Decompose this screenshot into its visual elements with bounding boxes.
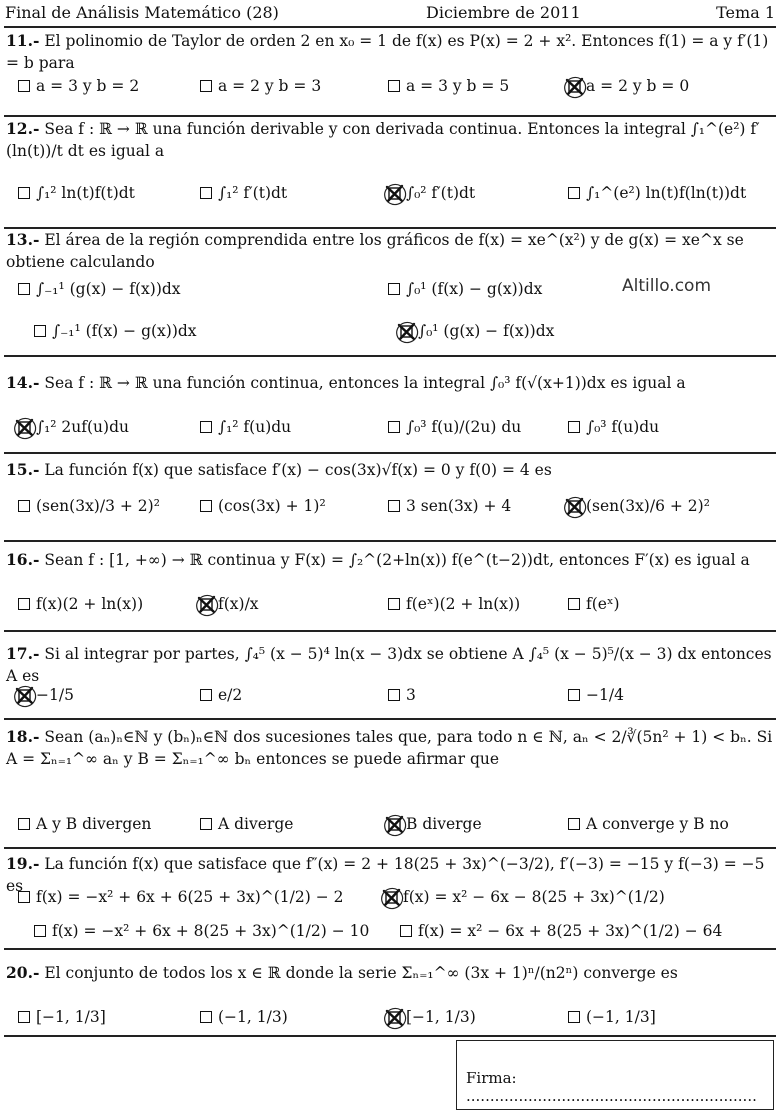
option-b[interactable]: [200, 595, 259, 613]
option-b[interactable]: [388, 280, 542, 298]
option-label: 3 sen(3x) + 4: [406, 497, 512, 515]
options-row: [6, 595, 774, 625]
exam-date: Diciembre de 2011: [426, 3, 581, 22]
checkbox-icon[interactable]: [34, 325, 46, 337]
divider: [4, 355, 776, 357]
option-label: ∫₀¹ (g(x) − f(x))dx: [418, 322, 555, 340]
option-b[interactable]: [385, 888, 665, 906]
checked-checkbox-icon[interactable]: [385, 891, 398, 904]
question-20: [6, 962, 774, 984]
exam-title: Final de Análisis Matemático (28): [5, 3, 279, 22]
option-c[interactable]: [388, 595, 520, 613]
option-label: (−1, 1/3]: [586, 1008, 656, 1026]
option-label: 3: [406, 686, 416, 704]
option-a[interactable]: [18, 1008, 106, 1026]
checkbox-icon[interactable]: [388, 598, 400, 610]
options-row: [6, 888, 774, 918]
option-d[interactable]: [568, 815, 729, 833]
checkbox-icon[interactable]: [18, 80, 30, 92]
option-label: ∫₁² 2uf(u)du: [36, 418, 129, 436]
option-label: B diverge: [406, 815, 482, 833]
option-label: ∫₋₁¹ (g(x) − f(x))dx: [36, 280, 181, 298]
option-c[interactable]: [388, 77, 509, 95]
checkbox-icon[interactable]: [18, 283, 30, 295]
option-label: (sen(3x)/3 + 2)²: [36, 497, 160, 515]
checkbox-icon[interactable]: [18, 187, 30, 199]
option-label: f(x) = x² − 6x + 8(25 + 3x)^(1/2) − 64: [418, 922, 723, 940]
signature-label: Firma: .............................................................: [466, 1069, 757, 1105]
option-a[interactable]: [18, 497, 160, 515]
exam-variant: Tema 1: [716, 3, 775, 22]
question-number: 14.-: [6, 373, 40, 392]
question-14: [6, 372, 774, 394]
option-d[interactable]: [568, 686, 624, 704]
question-11: [6, 30, 774, 74]
question-stem: Sea f : ℝ → ℝ una función derivable y con derivada continua. Entonces la integral ∫₁^(e²) f′(ln(t))/t dt es igual a: [6, 120, 760, 160]
option-label: A y B divergen: [36, 815, 152, 833]
question-number: 19.-: [6, 854, 40, 873]
checkbox-icon[interactable]: [200, 818, 212, 830]
option-c[interactable]: [388, 497, 511, 515]
option-b[interactable]: [200, 497, 326, 515]
divider: [4, 630, 776, 632]
option-b[interactable]: [200, 184, 287, 202]
question-stem: Sean (aₙ)ₙ∈ℕ y (bₙ)ₙ∈ℕ dos sucesiones tales que, para todo n ∈ ℕ, aₙ < 2/∛(5n² + 1) < bₙ. Si A = Σₙ₌₁^∞ aₙ y B = Σₙ₌₁^∞ bₙ entonces se puede afirmar que: [6, 728, 773, 768]
option-c[interactable]: [388, 184, 475, 202]
question-12: [6, 118, 774, 162]
option-label: −1/4: [586, 686, 624, 704]
option-label: [−1, 1/3): [406, 1008, 476, 1026]
option-label: A diverge: [218, 815, 294, 833]
option-label: f(x) = −x² + 6x + 8(25 + 3x)^(1/2) − 10: [52, 922, 370, 940]
checkbox-icon[interactable]: [568, 1011, 580, 1023]
question-number: 11.-: [6, 31, 40, 50]
option-label: a = 3 y b = 5: [406, 77, 510, 95]
divider: [4, 540, 776, 542]
option-b[interactable]: [200, 1008, 288, 1026]
option-label: a = 2 y b = 0: [586, 77, 690, 95]
checked-checkbox-icon[interactable]: [400, 325, 413, 338]
option-label: ∫₀² f′(t)dt: [406, 184, 476, 202]
checkbox-icon[interactable]: [200, 187, 212, 199]
options-row: [6, 280, 774, 310]
option-d[interactable]: [568, 184, 746, 202]
option-d[interactable]: [568, 595, 620, 613]
question-number: 20.-: [6, 963, 40, 982]
option-label: a = 2 y b = 3: [218, 77, 322, 95]
checkbox-icon[interactable]: [388, 80, 400, 92]
checkbox-icon[interactable]: [18, 891, 30, 903]
option-a[interactable]: [18, 815, 151, 833]
checkbox-icon[interactable]: [200, 80, 212, 92]
question-stem: Sea f : ℝ → ℝ una función continua, entonces la integral ∫₀³ f(√(x+1))dx es igual a: [44, 374, 686, 392]
checkbox-icon[interactable]: [18, 500, 30, 512]
options-row: [6, 686, 774, 716]
options-row: [6, 322, 774, 352]
checkbox-icon[interactable]: [200, 500, 212, 512]
watermark: Altillo.com: [622, 276, 712, 296]
option-d[interactable]: [568, 418, 659, 436]
checkbox-icon[interactable]: [568, 689, 580, 701]
option-d[interactable]: [400, 322, 554, 340]
options-row: [6, 497, 774, 527]
question-number: 16.-: [6, 550, 40, 569]
checkbox-icon[interactable]: [568, 818, 580, 830]
checkbox-icon[interactable]: [388, 283, 400, 295]
option-label: a = 3 y b = 2: [36, 77, 140, 95]
question-number: 15.-: [6, 460, 40, 479]
checkbox-icon[interactable]: [568, 421, 580, 433]
question-stem: El área de la región comprendida entre los gráficos de f(x) = xe^(x²) y de g(x) = xe^x se obtiene calculando: [6, 231, 744, 271]
option-a[interactable]: [18, 686, 74, 704]
checked-checkbox-icon[interactable]: [388, 1011, 401, 1024]
option-label: ∫₁² f′(t)dt: [218, 184, 288, 202]
question-18: [6, 726, 774, 770]
question-16: [6, 549, 774, 571]
option-c[interactable]: [34, 922, 369, 940]
divider: [4, 115, 776, 117]
option-a[interactable]: [18, 184, 135, 202]
option-label: A converge y B no: [586, 815, 729, 833]
checked-checkbox-icon[interactable]: [200, 598, 213, 611]
option-label: f(eˣ)(2 + ln(x)): [406, 595, 521, 613]
checked-checkbox-icon[interactable]: [18, 689, 31, 702]
option-label: ∫₋₁¹ (f(x) − g(x))dx: [52, 322, 197, 340]
option-c[interactable]: [388, 418, 521, 436]
divider: [4, 452, 776, 454]
checkbox-icon[interactable]: [18, 1011, 30, 1023]
checkbox-icon[interactable]: [388, 689, 400, 701]
option-a[interactable]: [18, 888, 344, 906]
option-label: [−1, 1/3]: [36, 1008, 106, 1026]
option-label: −1/5: [36, 686, 74, 704]
question-15: [6, 459, 774, 481]
option-label: f(eˣ): [586, 595, 620, 613]
option-label: ∫₁^(e²) ln(t)f(ln(t))dt: [586, 184, 747, 202]
question-13: [6, 229, 774, 273]
options-row: [6, 1008, 774, 1038]
checkbox-icon[interactable]: [568, 598, 580, 610]
checked-checkbox-icon[interactable]: [568, 80, 581, 93]
option-label: e/2: [218, 686, 243, 704]
question-stem: La función f(x) que satisface que f″(x) = 2 + 18(25 + 3x)^(−3/2), f′(−3) = −15 y f(−3) = −5 es: [6, 855, 765, 895]
signature-box: [456, 1040, 774, 1110]
checkbox-icon[interactable]: [18, 598, 30, 610]
divider: [4, 718, 776, 720]
question-number: 12.-: [6, 119, 40, 138]
option-label: f(x)/x: [218, 595, 259, 613]
option-b[interactable]: [200, 77, 321, 95]
divider: [4, 26, 776, 28]
divider: [4, 847, 776, 849]
option-label: ∫₀¹ (f(x) − g(x))dx: [406, 280, 543, 298]
option-label: (cos(3x) + 1)²: [218, 497, 326, 515]
question-number: 13.-: [6, 230, 40, 249]
checkbox-icon[interactable]: [200, 1011, 212, 1023]
option-label: ∫₀³ f(u)du: [586, 418, 660, 436]
option-label: ∫₀³ f(u)/(2u) du: [406, 418, 522, 436]
checked-checkbox-icon[interactable]: [18, 421, 31, 434]
option-c[interactable]: [388, 686, 416, 704]
option-d[interactable]: [568, 77, 689, 95]
checkbox-icon[interactable]: [400, 925, 412, 937]
option-label: (sen(3x)/6 + 2)²: [586, 497, 710, 515]
option-b[interactable]: [200, 815, 293, 833]
options-row: [6, 184, 774, 214]
option-d[interactable]: [568, 1008, 656, 1026]
question-17: [6, 643, 774, 687]
option-label: (−1, 1/3): [218, 1008, 288, 1026]
option-label: ∫₁² ln(t)f(t)dt: [36, 184, 135, 202]
option-label: f(x)(2 + ln(x)): [36, 595, 144, 613]
page-header: [5, 2, 775, 26]
question-stem: Si al integrar por partes, ∫₄⁵ (x − 5)⁴ ln(x − 3)dx se obtiene A ∫₄⁵ (x − 5)⁵/(x − 3) dx entonces A es: [6, 645, 772, 685]
option-label: f(x) = −x² + 6x + 6(25 + 3x)^(1/2) − 2: [36, 888, 344, 906]
option-label: f(x) = x² − 6x − 8(25 + 3x)^(1/2): [403, 888, 665, 906]
checkbox-icon[interactable]: [388, 500, 400, 512]
option-b[interactable]: [200, 418, 291, 436]
option-d[interactable]: [400, 922, 722, 940]
question-stem: Sean f : [1, +∞) → ℝ continua y F(x) = ∫₂^(2+ln(x)) f(e^(t−2))dt, entonces F′(x) es igual a: [44, 551, 750, 569]
question-stem: El conjunto de todos los x ∈ ℝ donde la serie Σₙ₌₁^∞ (3x + 1)ⁿ/(n2ⁿ) converge es: [44, 964, 678, 982]
checkbox-icon[interactable]: [568, 187, 580, 199]
checked-checkbox-icon[interactable]: [568, 500, 581, 513]
options-row: [6, 418, 774, 448]
option-c[interactable]: [34, 322, 197, 340]
checkbox-icon[interactable]: [200, 689, 212, 701]
checked-checkbox-icon[interactable]: [388, 187, 401, 200]
option-a[interactable]: [18, 418, 129, 436]
divider: [4, 1035, 776, 1037]
option-a[interactable]: [18, 595, 143, 613]
question-stem: El polinomio de Taylor de orden 2 en x₀ = 1 de f(x) es P(x) = 2 + x². Entonces f(1) = a y f′(1) = b para: [6, 32, 769, 72]
question-number: 17.-: [6, 644, 40, 663]
checkbox-icon[interactable]: [34, 925, 46, 937]
options-row: [6, 815, 774, 845]
checked-checkbox-icon[interactable]: [388, 818, 401, 831]
question-stem: La función f(x) que satisface f′(x) − cos(3x)√f(x) = 0 y f(0) = 4 es: [44, 461, 552, 479]
checkbox-icon[interactable]: [18, 818, 30, 830]
checkbox-icon[interactable]: [388, 421, 400, 433]
option-a[interactable]: [18, 280, 181, 298]
option-b[interactable]: [200, 686, 242, 704]
option-c[interactable]: [388, 815, 482, 833]
divider: [4, 948, 776, 950]
option-c[interactable]: [388, 1008, 476, 1026]
question-number: 18.-: [6, 727, 40, 746]
option-a[interactable]: [18, 77, 139, 95]
option-label: ∫₁² f(u)du: [218, 418, 292, 436]
checkbox-icon[interactable]: [200, 421, 212, 433]
option-d[interactable]: [568, 497, 710, 515]
options-row: [6, 77, 774, 107]
